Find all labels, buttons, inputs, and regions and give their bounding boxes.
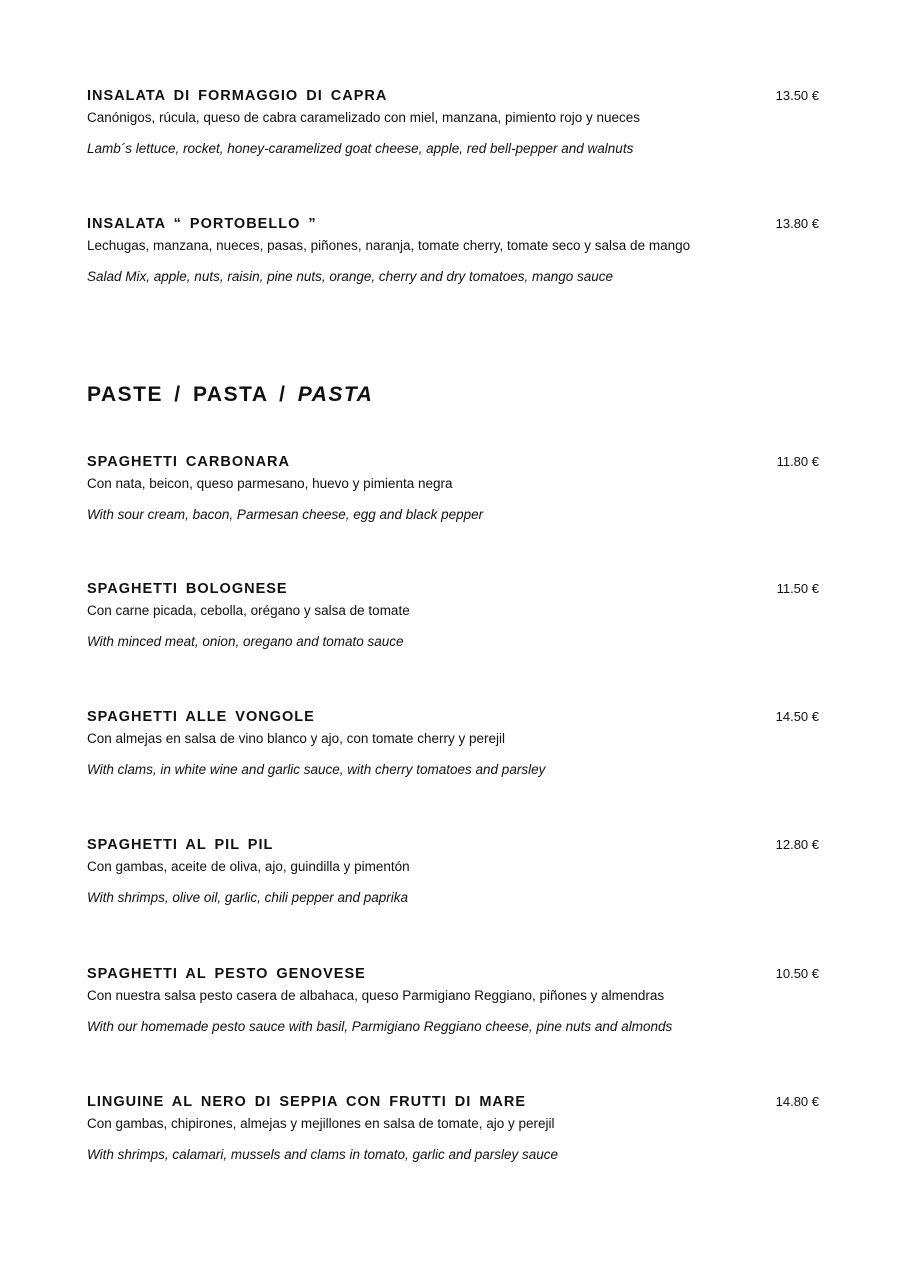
description-es: Con gambas, chipirones, almejas y mejillones en salsa de tomate, ajo y perejil — [87, 1116, 555, 1131]
description-en: With minced meat, onion, oregano and tomato sauce — [87, 634, 404, 649]
description-es: Con gambas, aceite de oliva, ajo, guindilla y pimentón — [87, 859, 410, 874]
dish-price: 12.80 € — [775, 837, 819, 852]
description-en: Salad Mix, apple, nuts, raisin, pine nuts, orange, cherry and dry tomatoes, mango sauce — [87, 269, 614, 284]
description-en: With sour cream, bacon, Parmesan cheese, egg and black pepper — [87, 507, 484, 522]
menu-item — [87, 964, 819, 1034]
section-en: PASTA — [297, 383, 374, 406]
description-en: With shrimps, calamari, mussels and clams in tomato, garlic and parsley sauce — [87, 1147, 559, 1162]
dish-price: 13.50 € — [775, 88, 819, 103]
dish-name: INSALATA “ PORTOBELLO ” — [87, 216, 317, 232]
menu-item — [87, 835, 819, 905]
dish-price: 11.80 € — [776, 454, 819, 469]
dish-name: SPAGHETTI BOLOGNESE — [87, 581, 288, 597]
section-heading — [87, 381, 373, 409]
dish-name: INSALATA DI FORMAGGIO DI CAPRA — [87, 88, 388, 104]
dish-name: SPAGHETTI AL PIL PIL — [87, 837, 274, 853]
menu-item — [87, 86, 819, 156]
dish-price: 10.50 € — [775, 966, 819, 981]
description-es: Lechugas, manzana, nueces, pasas, piñones, naranja, tomate cherry, tomate seco y salsa de mango — [87, 238, 691, 253]
section-sep: / — [267, 383, 298, 406]
section-sep: / — [162, 383, 193, 406]
menu-item — [87, 579, 819, 649]
description-es: Canónigos, rúcula, queso de cabra caramelizado con miel, manzana, pimiento rojo y nueces — [87, 110, 641, 125]
menu-item — [87, 452, 819, 522]
description-es: Con carne picada, cebolla, orégano y salsa de tomate — [87, 603, 410, 618]
dish-price: 14.50 € — [775, 709, 819, 724]
dish-name: LINGUINE AL NERO DI SEPPIA CON FRUTTI DI MARE — [87, 1094, 527, 1110]
description-en: Lamb´s lettuce, rocket, honey-caramelized goat cheese, apple, red bell-pepper and walnuts — [87, 141, 634, 156]
dish-name: SPAGHETTI ALLE VONGOLE — [87, 709, 315, 725]
description-es: Con nata, beicon, queso parmesano, huevo y pimienta negra — [87, 476, 453, 491]
description-es: Con nuestra salsa pesto casera de albahaca, queso Parmigiano Reggiano, piñones y almendras — [87, 988, 665, 1003]
description-es: Con almejas en salsa de vino blanco y ajo, con tomate cherry y perejil — [87, 731, 505, 746]
menu-item — [87, 1092, 819, 1162]
menu-item — [87, 707, 819, 777]
menu-item — [87, 214, 819, 284]
dish-name: SPAGHETTI AL PESTO GENOVESE — [87, 966, 366, 982]
description-en: With clams, in white wine and garlic sauce, with cherry tomatoes and parsley — [87, 762, 546, 777]
description-en: With our homemade pesto sauce with basil, Parmigiano Reggiano cheese, pine nuts and almonds — [87, 1019, 673, 1034]
dish-name: SPAGHETTI CARBONARA — [87, 454, 290, 470]
description-en: With shrimps, olive oil, garlic, chili pepper and paprika — [87, 890, 409, 905]
dish-price: 14.80 € — [775, 1094, 819, 1109]
dish-price: 13.80 € — [775, 216, 819, 231]
section-it: PASTE — [87, 383, 163, 406]
dish-price: 11.50 € — [776, 581, 819, 596]
section-es: PASTA — [192, 383, 268, 406]
